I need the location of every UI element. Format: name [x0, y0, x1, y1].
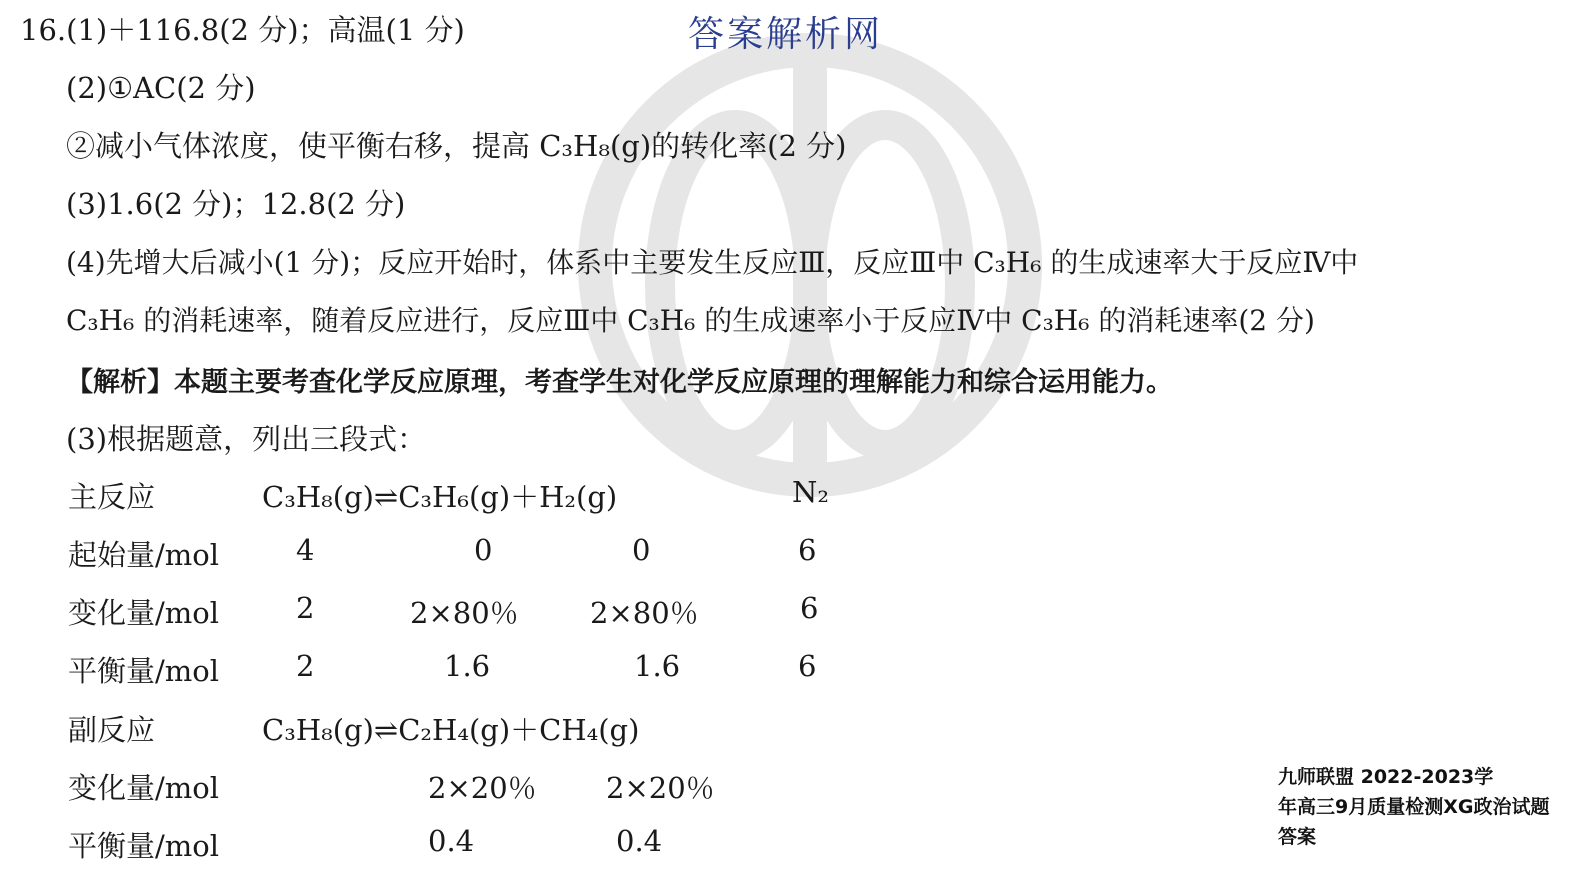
- row-cell: 2×80％: [590, 596, 699, 630]
- row-cell: 4: [296, 533, 315, 567]
- row-cell: 2: [296, 591, 315, 625]
- row-cell: 0: [474, 533, 493, 567]
- answer-line-2: (2)①AC(2 分): [66, 71, 256, 105]
- row-cell: 1.6: [634, 649, 681, 683]
- answer-line-4: (3)1.6(2 分)；12.8(2 分): [66, 187, 406, 221]
- footer-line: 答案: [1278, 826, 1317, 848]
- answer-line-3: ②减小气体浓度，使平衡右移，提高 C₃H₈(g)的转化率(2 分): [66, 129, 847, 163]
- row-label: 变化量/mol: [68, 596, 220, 630]
- row-label: 平衡量/mol: [68, 654, 220, 688]
- main-reaction-extra: N₂: [792, 475, 830, 509]
- intro-line: (3)根据题意，列出三段式：: [66, 422, 427, 456]
- answer-line-6: C₃H₆ 的消耗速率，随着反应进行，反应Ⅲ中 C₃H₆ 的生成速率小于反应Ⅳ中 C₃H₆ 的消耗速率(2 分): [66, 304, 1315, 337]
- row-cell: 6: [798, 649, 817, 683]
- row-cell: 0: [632, 533, 651, 567]
- footer-line: 九师联盟 2022-2023学: [1278, 766, 1494, 788]
- row-cell: 2×20％: [606, 771, 715, 805]
- analysis-heading: 【解析】本题主要考查化学反应原理，考查学生对化学反应原理的理解能力和综合运用能力。: [66, 367, 1173, 398]
- answer-line-1: 16.(1)＋116.8(2 分)；高温(1 分): [20, 13, 465, 47]
- row-cell: 6: [800, 591, 819, 625]
- row-label: 变化量/mol: [68, 771, 220, 805]
- row-label: 平衡量/mol: [68, 829, 220, 863]
- footer-line: 年高三9月质量检测XG政治试题: [1278, 796, 1550, 818]
- row-cell: 0.4: [428, 824, 475, 858]
- row-cell: 0.4: [616, 824, 663, 858]
- row-cell: 2: [296, 649, 315, 683]
- side-reaction-equation: C₃H₈(g)⇌C₂H₄(g)＋CH₄(g): [262, 713, 640, 747]
- row-label: 起始量/mol: [68, 538, 220, 572]
- site-title: 答案解析网: [688, 14, 884, 55]
- row-cell: 6: [798, 533, 817, 567]
- answer-line-5: (4)先增大后减小(1 分)；反应开始时，体系中主要发生反应Ⅲ，反应Ⅲ中 C₃H₆ 的生成速率大于反应Ⅳ中: [66, 246, 1359, 279]
- main-reaction-label: 主反应: [68, 480, 156, 514]
- row-cell: 2×20％: [428, 771, 537, 805]
- footer-caption: [1278, 762, 1549, 852]
- main-reaction-equation: C₃H₈(g)⇌C₃H₆(g)＋H₂(g): [262, 480, 618, 514]
- row-cell: 2×80％: [410, 596, 519, 630]
- row-cell: 1.6: [444, 649, 491, 683]
- side-reaction-label: 副反应: [68, 713, 156, 747]
